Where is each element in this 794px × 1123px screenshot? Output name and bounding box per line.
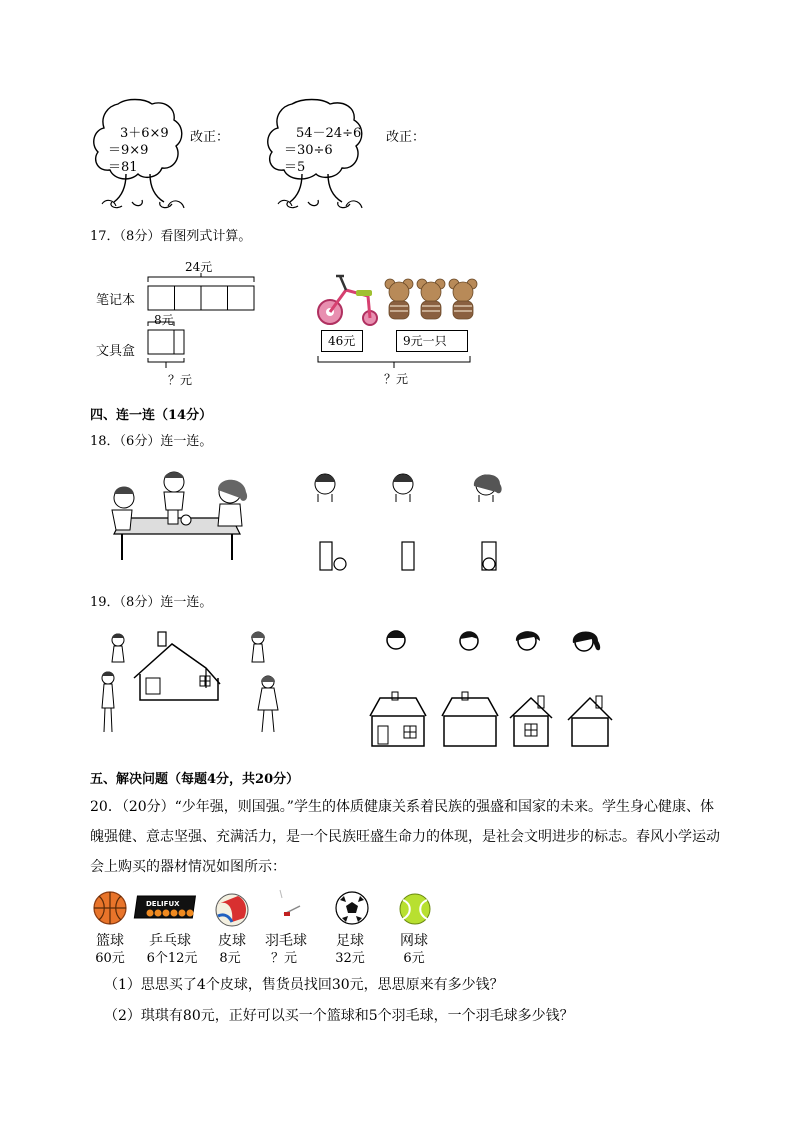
house-view-2: [440, 692, 500, 748]
tree2-line-1: 54－24÷6: [296, 126, 362, 141]
ball-name-pingpong: 乒乓球: [149, 933, 191, 949]
view-shape-1: [318, 540, 352, 572]
tree2-fix-label: 改正：: [386, 130, 426, 145]
tree2-line-3: ＝5: [284, 160, 306, 175]
kid-head-icon-3: [512, 627, 542, 653]
tree1-fix-label: 改正：: [190, 130, 230, 145]
q20-sub2: （2）琪琪有80元，正好可以买一个篮球和5个羽毛球，一个羽毛球多少钱？: [104, 1008, 574, 1024]
pingpong-box-icon: [136, 892, 200, 922]
house-view-3: [508, 694, 554, 748]
ball-name-rubber: 皮球: [218, 933, 246, 949]
notebook-label: 笔记本: [96, 293, 136, 308]
ball-name-football: 足球: [336, 933, 364, 949]
ball-name-shuttlecock: 羽毛球: [265, 933, 307, 949]
house-and-kids-illustration: [96, 628, 296, 740]
ball-price-shuttlecock: ？元: [270, 951, 297, 966]
boy-head-icon-2: [390, 470, 416, 504]
girl-head-icon: [470, 470, 504, 504]
tree1-line-2: ＝9×9: [108, 143, 149, 158]
notebook-total-label: 24元: [185, 260, 213, 274]
basketball-icon: [92, 890, 128, 926]
football-icon: [334, 890, 370, 926]
svg-text:DELIFUX: DELIFUX: [146, 900, 180, 908]
section5-title: 五、解决问题（每题4分，共20分）: [90, 772, 300, 787]
view-shape-2: [400, 540, 420, 572]
view-shape-3: [480, 540, 502, 572]
house-view-4: [566, 694, 614, 748]
q20-sub1: （1）思思买了4个皮球，售货员找回30元，思思原来有多少钱？: [104, 977, 504, 993]
section4-title: 四、连一连（14分）: [90, 408, 213, 423]
ball-price-rubber: 8元: [219, 951, 241, 966]
kid-head-icon-2: [456, 627, 482, 653]
tennis-ball-icon: [398, 892, 432, 926]
q17-title: 17．（8分）看图列式计算。: [90, 229, 252, 244]
ball-price-pingpong: 6个12元: [146, 951, 198, 966]
total-brace: [316, 354, 476, 370]
q18-title: 18．（6分）连一连。: [90, 434, 213, 449]
bear-price: 9元一只: [403, 334, 447, 348]
tree1-line-3: ＝81: [108, 160, 138, 175]
kids-table-illustration: [102, 470, 252, 565]
tree2-line-2: ＝30÷6: [284, 143, 333, 158]
kid-head-icon-1: [384, 627, 408, 653]
house-view-1: [368, 692, 428, 748]
total-question: ？元: [384, 372, 409, 386]
pencilbox-label: 文具盒: [96, 344, 136, 359]
ball-name-basketball: 篮球: [96, 933, 124, 949]
pencilbox-question-label: ？元: [168, 373, 193, 387]
ball-price-football: 32元: [335, 951, 365, 966]
ball-price-basketball: 60元: [95, 951, 125, 966]
teddy-bears-icon: [384, 278, 480, 328]
ball-name-tennis: 网球: [400, 933, 428, 949]
shuttlecock-icon: [276, 888, 306, 922]
tree1-line-1: 3＋6×9: [120, 126, 169, 141]
trike-price: 46元: [328, 334, 356, 348]
rubber-ball-icon: [214, 892, 250, 928]
pencilbox-value-label: 8元: [154, 313, 174, 327]
tricycle-icon: [316, 270, 380, 330]
q19-title: 19．（8分）连一连。: [90, 595, 213, 610]
boy-head-icon-1: [312, 470, 338, 504]
ball-price-tennis: 6元: [403, 951, 425, 966]
kid-head-icon-4: [568, 627, 604, 655]
q20-paragraph: 20．（20分）“少年强，则国强。”学生的体质健康关系着民族的强盛和国家的未来。学生身心健康、体魄强健、意志坚强、充满活力，是一个民族旺盛生命力的体现，是社会文明进步的标志。春风小学运动会上购买的器材情况如图所示：: [90, 799, 720, 875]
